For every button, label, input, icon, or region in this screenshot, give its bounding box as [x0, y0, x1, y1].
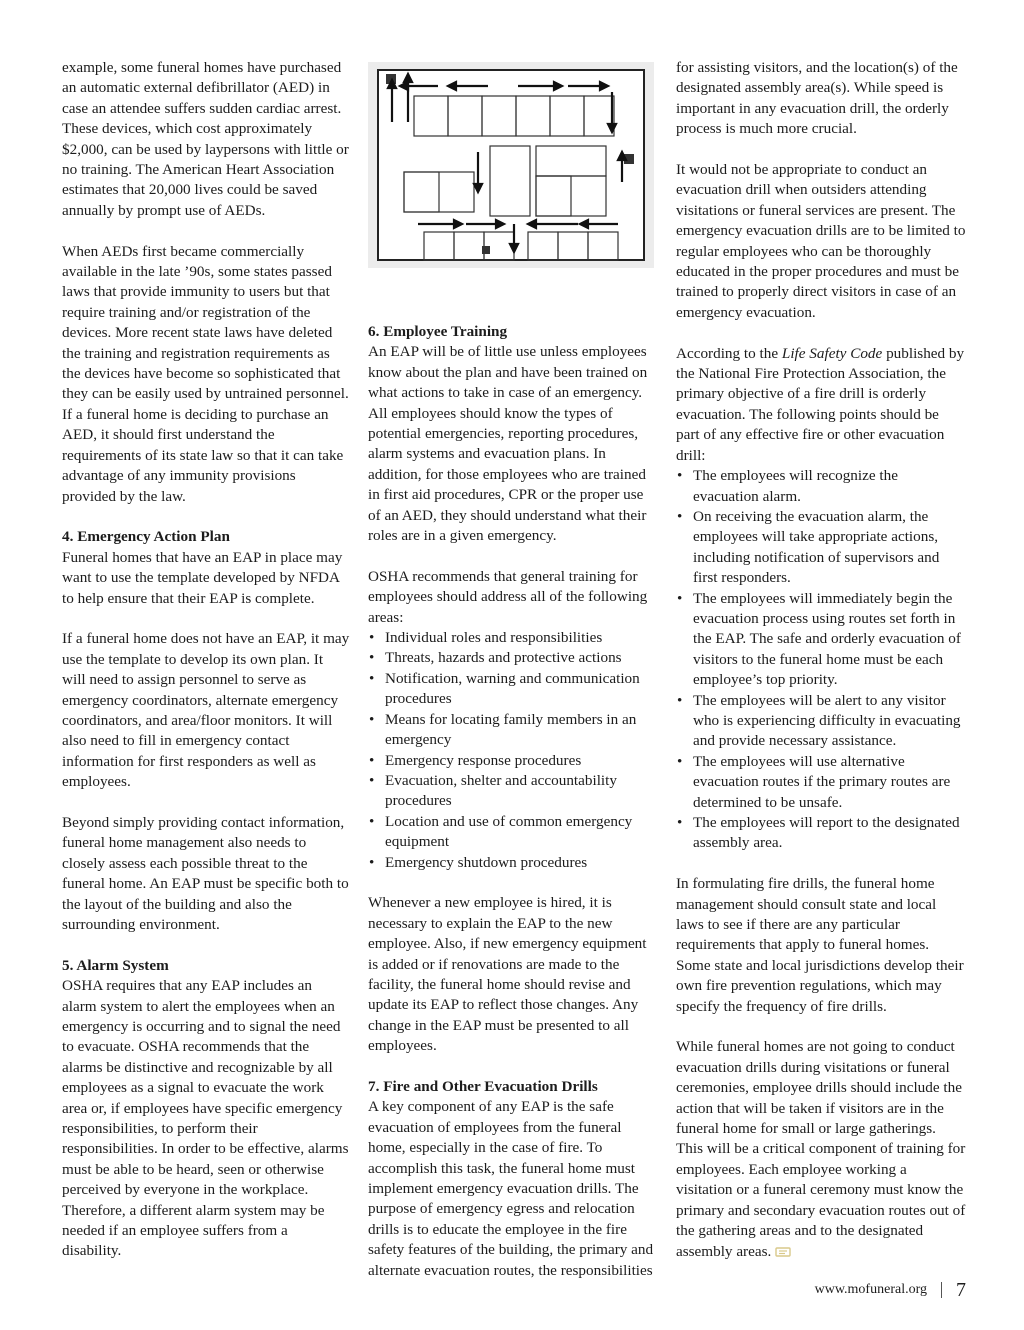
list-item: • Evacuation, shelter and accountability procedures	[368, 771, 658, 812]
paragraph: example, some funeral homes have purchased an automatic external defibrillator (AED) in case an attendee suffers sudden cardiac arrest. These devices, which cost approximately $2,000, can be used by laypersons with little or no training. The American Heart Association estimates that 20,000 lives could be saved annually by prompt use of AEDs.	[62, 59, 349, 219]
column-middle	[368, 58, 658, 1301]
paragraph: Funeral homes that have an EAP in place may want to use the template developed by NFDA to help ensure that their EAP is complete.	[62, 548, 343, 607]
list-item: • The employees will be alert to any visitor who is experiencing difficulty in evacuating and provide necessary assistance.	[676, 691, 966, 752]
training-areas-list	[368, 628, 658, 873]
paragraph: A key component of any EAP is the safe evacuation of employees from the funeral home, especially in the case of fire. To accomplish this task, the funeral home must implement emergency evacuation drills. The purpose of emergency egress and relocation drills is to educate the employee in the fire safety features of the building, the primary and alternate evacuation routes, the responsibilities	[368, 1098, 654, 1279]
end-mark-icon	[775, 1244, 791, 1264]
paragraph: In formulating fire drills, the funeral home management should consult state and local laws to see if there are any particular requirements that apply to funeral homes. Some state and local jurisdictions develop their own fire prevention regulations, which may specify the frequency of fire drills.	[676, 875, 964, 1015]
paragraph: An EAP will be of little use unless employees know about the plan and have been trained on what actions to take in case of an emergency. All employees should know the types of potential emergencies, reporting procedures, alarm systems and evacuation plans. In addition, for those employees who are trained in first aid procedures, CPR or the proper use of an AED, they should understand what their roles are in a given emergency.	[368, 343, 648, 545]
section-heading-training: 6. Employee Training	[368, 323, 508, 340]
page-footer	[815, 1280, 966, 1300]
list-item: • The employees will recognize the evacuation alarm.	[676, 466, 966, 507]
list-item: • The employees will use alternative evacuation routes if the primary routes are determined to be unsafe.	[676, 752, 966, 813]
paragraph: When AEDs first became commercially available in the late ’90s, some states passed laws that provide immunity to users but that require training and/or registration of the devices. More recent state laws have deleted the training and registration requirements as the devices have become so sophisticated that they can be easily used by untrained personnel. If a funeral home is deciding to purchase an AED, it should first understand the requirements of its state law so that it can take advantage of any immunity provisions provided by the law.	[62, 242, 349, 505]
text-fragment: According to the	[676, 344, 782, 362]
footer-divider	[941, 1282, 942, 1298]
paragraph: Whenever a new employee is hired, it is necessary to explain the EAP to the new employee. Also, if new emergency equipment is added or if renovations are made to the facility, the funeral home should revise and update its EAP to reflect those changes. Any change in the EAP must be presented to all employees.	[368, 894, 647, 1055]
paragraph: If a funeral home does not have an EAP, it may use the template to develop its own plan. It will need to assign personnel to serve as emergency coordinators, alternate emergency coordinators, and area/floor monitors. It will also need to fill in emergency contact information for first responders as well as employees.	[62, 630, 350, 791]
floor-plan-icon	[368, 62, 654, 268]
section-heading-alarm: 5. Alarm System	[62, 956, 169, 974]
column-left	[62, 58, 350, 1282]
list-item: • Emergency response procedures	[368, 751, 658, 771]
section-heading-eap: 4. Emergency Action Plan	[62, 528, 230, 546]
fire-drill-points-list	[676, 466, 966, 854]
text-fragment: published by the National Fire Protection Association, the primary objective of a fire drill is orderly evacuation. The following points should be part of any effective fire or other evacuation drill:	[676, 344, 965, 464]
list-item: • Threats, hazards and protective actions	[368, 648, 658, 668]
paragraph: Beyond simply providing contact information, funeral home management also needs to closely assess each possible threat to the funeral home. An EAP must be specific both to the layout of the building and also the surrounding environment.	[62, 813, 349, 933]
list-item: • Individual roles and responsibilities	[368, 628, 658, 648]
list-item: • Emergency shutdown procedures	[368, 853, 658, 873]
paragraph-final	[676, 1037, 966, 1263]
list-item: • The employees will immediately begin the evacuation process using routes set forth in the EAP. The safe and orderly evacuation of visitors to the funeral home must be each employee’s top priority.	[676, 589, 966, 691]
list-item: • Means for locating family members in an emergency	[368, 710, 658, 751]
paragraph: OSHA recommends that general training for employees should address all of the following areas:	[368, 567, 648, 626]
paragraph-life-safety	[676, 344, 966, 466]
page-number: 7	[956, 1279, 966, 1301]
list-item: • The employees will report to the designated assembly area.	[676, 813, 966, 854]
section-heading-drills: 7. Fire and Other Evacuation Drills	[368, 1077, 598, 1095]
paragraph: for assisting visitors, and the location(s) of the designated assembly area(s). While speed is important in any evacuation drill, the orderly process is much more crucial.	[676, 59, 958, 138]
list-item: • Notification, warning and communication procedures	[368, 669, 658, 710]
book-title: Life Safety Code	[781, 344, 883, 362]
list-item: • On receiving the evacuation alarm, the employees will take appropriate actions, including notification of supervisors and first responders.	[676, 507, 966, 589]
evacuation-floor-plan-image	[368, 62, 654, 268]
column-right	[676, 58, 966, 1284]
list-item: • Location and use of common emergency equipment	[368, 812, 658, 853]
paragraph: It would not be appropriate to conduct an evacuation drill when outsiders attending visitations or funeral services are present. The emergency evacuation drills are to be limited to regular employees who can be thoroughly educated in the proper procedures and must be trained to properly direct visitors in case of an emergency evacuation.	[676, 161, 966, 321]
text-fragment: While funeral homes are not going to conduct evacuation drills during visitations or funeral ceremonies, employee drills should include the action that will be taken if visitors are in the funeral home for small or large gatherings. This will be a critical component of training for employees. Each employee working a visitation or a funeral ceremony must know the primary and secondary evacuation routes out of the gathering areas and to the designated assembly areas.	[676, 1038, 966, 1260]
website-url: www.mofuneral.org	[814, 1282, 927, 1297]
paragraph: OSHA requires that any EAP includes an alarm system to alert the employees when an emergency is occurring and to signal the need to evacuate. OSHA recommends that the alarms be distinctive and recognizable by all employees as a signal to evacuate the work area or, if employees have specific emergency responsibilities, to perform their responsibilities. In order to be effective, alarms must be able to be heard, seen or otherwise perceived by everyone in the workplace. Therefore, a different alarm system may be needed if an employee suffers from a disability.	[62, 977, 349, 1260]
